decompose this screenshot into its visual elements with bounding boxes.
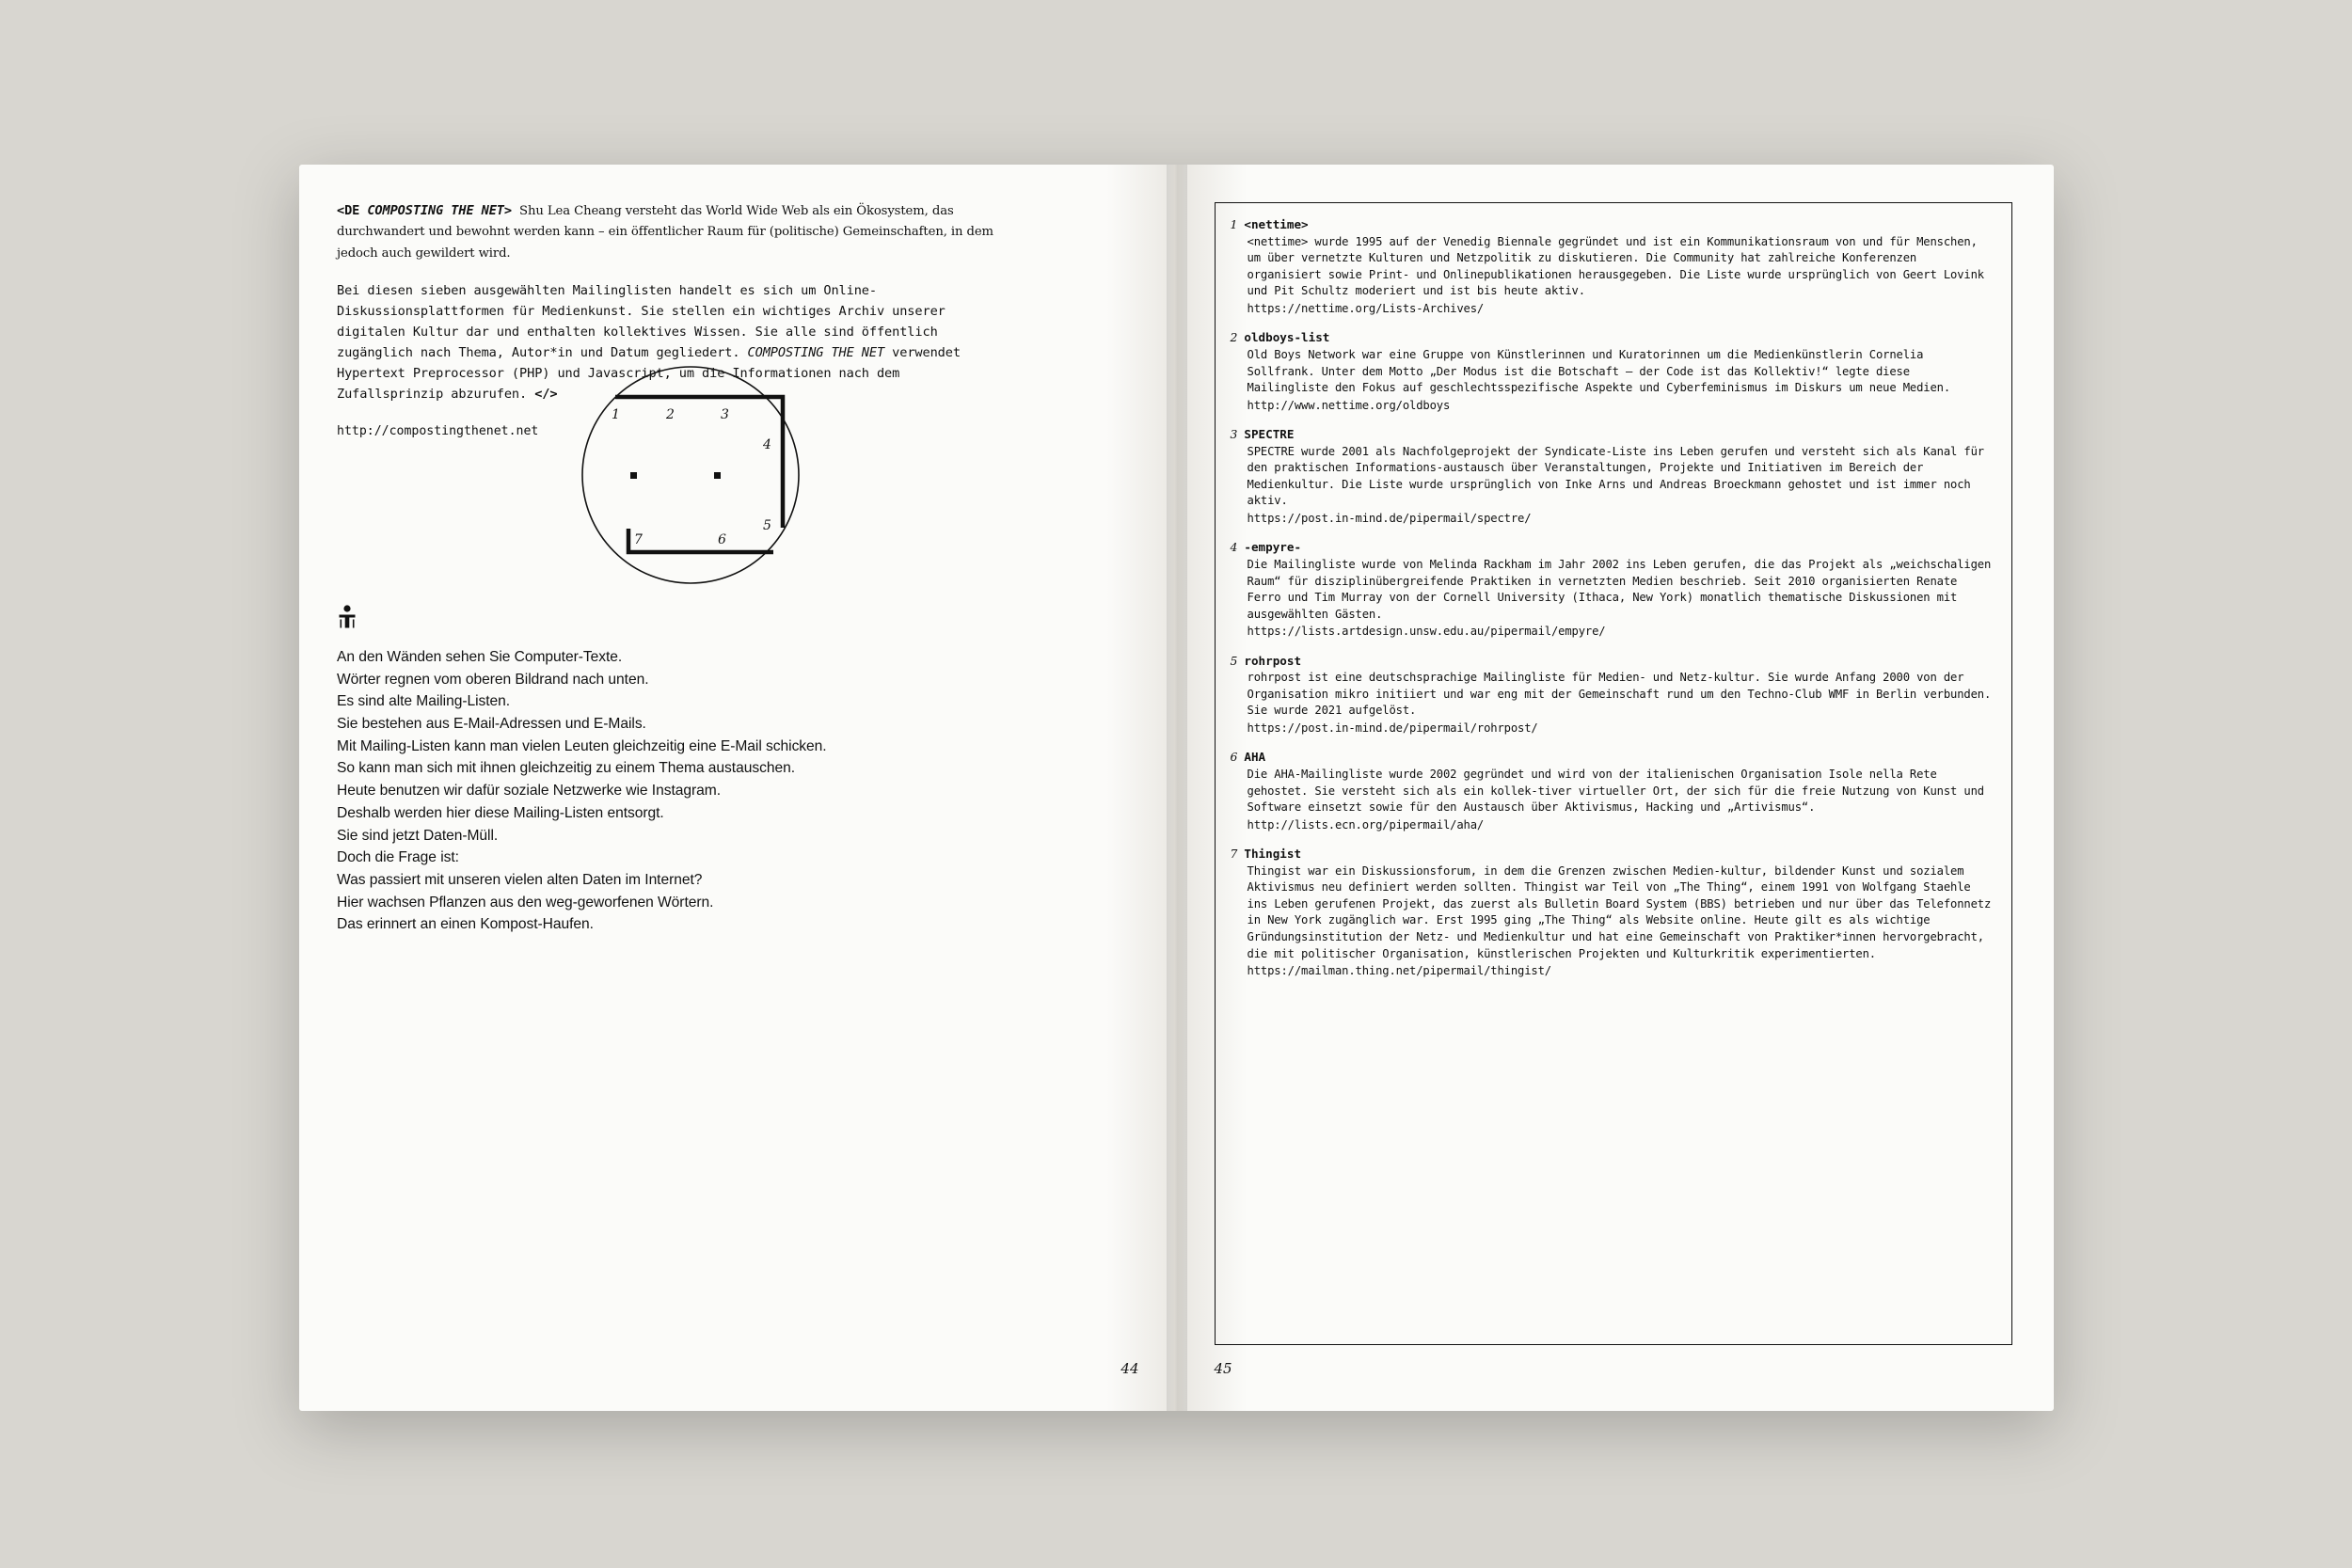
list-item [1231,846,1994,979]
left-page [299,165,1177,1411]
diagram-label-3: 3 [721,407,729,422]
diagram-label-7: 7 [634,532,643,547]
intro-paragraph-italic: COMPOSTING THE NET [747,345,885,361]
entry-url[interactable]: http://www.nettime.org/oldboys [1247,398,1451,412]
easy-language-icon [337,605,358,629]
entry-body: rohrpost ist eine deutschsprachige Mailingliste für Medien- und Netz-kultur. Sie wurde Anfang 2000 von der Organisation mikro initiiert und war eng mit der Gemeinschaft rund um den Techno-Club WMF in Berlin verbunden. Sie wurde 2021 aufgelöst. [1247,671,1992,718]
list-item [1231,539,1994,640]
entry-heading [1231,846,1994,863]
entry-name: SPECTRE [1244,427,1295,441]
diagram-dot-left [630,472,637,479]
entry-body: Die Mailingliste wurde von Melinda Rackham im Jahr 2002 ins Leben gerufen, die das Projekt als „weichschaligen Raum“ für disziplinübergreifende Praktiken in vernetzten Medien beschrieb. Seit 2010 organisierten Renate Ferro und Tim Murray von der Cornell University (Ithaca, New York) monatlich thematische Diskussionen mit ausgewählten Gästen. [1247,558,1992,621]
entry-name: rohrpost [1244,653,1302,668]
entry-url[interactable]: https://mailman.thing.net/pipermail/thingist/ [1247,964,1551,978]
right-page [1177,165,2055,1411]
page-number-left: 44 [1120,1360,1139,1377]
diagram-dot-right [714,472,721,479]
intro-lead [337,200,995,263]
entry-body: Thingist war ein Diskussionsforum, in dem die Grenzen zwischen Medien-kultur, bildender Kunst und sozialem Aktivismus neu definiert werden sollten. Thingist war Teil von „The Thing“, einem 1991 von Wolfgang Staehle ins Leben gerufenen Projekt, das zuerst als Bulletin Board System (BBS) betrieben und nur über das Telefonnetz in New York zugänglich war. Erst 1995 ging „The Thing“ als Website online. Heute gilt es als wichtige Gründungsinstitution der Netz- und Medienkultur und hat eine Gemeinschaft von Praktiker*innen hervorgebracht, die mit politischer Organisation, künstlerischen Projekten und Kulturkritik experimentierten. [1247,863,1992,960]
project-url[interactable]: http://compostingthenet.net [337,424,539,439]
easy-line-5: Mit Mailing-Listen kann man vielen Leuten gleichzeitig eine E-Mail schicken. [337,737,827,754]
list-item [1231,329,1994,414]
entry-heading [1231,329,1994,346]
entry-body: Die AHA-Mailingliste wurde 2002 gegründet und wird von der italienischen Organisation Isole nella Rete gehostet. Sie versteht sich als ein kollek-tiver virtueller Ort, der sich für die freie Nutzung von Kunst und Software einsetzt sowie für den Austausch über Aktivismus, Hacking und „Artivismus“. [1247,768,1984,815]
entry-number: 1 [1230,217,1238,231]
mailinglist-box [1215,202,2012,1345]
entry-name: AHA [1244,750,1266,765]
entry-number: 7 [1230,847,1238,861]
list-item [1231,426,1994,527]
entry-url[interactable]: https://nettime.org/Lists-Archives/ [1247,301,1485,315]
diagram-label-5: 5 [763,518,771,533]
easy-line-3: Es sind alte Mailing-Listen. [337,693,511,710]
easy-line-10: Doch die Frage ist: [337,849,459,866]
intro-paragraph-part1: Bei diesen sieben ausgewählten Mailinglisten handelt es sich um Online-Diskussionsplattformen für Medienkunst. Sie stellen ein wichtiges Archiv unserer digitalen Kultur dar und enthalten kollektives Wissen. Sie alle sind öffentlich zugänglich nach Thema, Autor*in und Datum gegliedert. [337,283,946,361]
list-item [1231,216,1994,317]
tag-open: <DE [337,203,368,218]
entry-number: 4 [1230,540,1238,555]
easy-line-7: Heute benutzen wir dafür soziale Netzwerke wie Instagram. [337,783,721,800]
entry-name: Thingist [1244,847,1302,861]
entry-body: Old Boys Network war eine Gruppe von Künstlerinnen und Kuratorinnen um die Medienkünstlerin Cornelia Sollfrank. Unter dem Motto „Der Modus ist die Botschaft – der Code ist das Kollektiv!“ legte diese Mailingliste den Fokus auf geschlechtsspezifische Aspekte und Cyberfeminismus im Diskurs um neue Medien. [1247,348,1950,395]
easy-line-8: Deshalb werden hier diese Mailing-Listen entsorgt. [337,804,664,821]
tag-close: > [503,203,512,218]
entry-heading [1231,539,1994,556]
entry-heading [1231,653,1994,670]
easy-line-6: So kann man sich mit ihnen gleichzeitig zu einem Thema austauschen. [337,760,795,777]
diagram-path-top [615,397,783,528]
easy-line-13: Das erinnert an einen Kompost-Haufen. [337,916,594,933]
entry-number: 5 [1230,653,1238,668]
intro-paragraph-part2: verwendet Hypertext Preprocessor (PHP) und Javascript, um die Informationen nach dem Zufallsprinzip abzurufen. [337,345,961,403]
entry-body: SPECTRE wurde 2001 als Nachfolgeprojekt der Syndicate-Liste ins Leben gerufen und versteht sich als Kanal für den praktischen Informations-austausch über Veranstaltungen, Projekte und Initiativen im Bereich der Medienkultur. Die Liste wurde ursprünglich von Inke Arns und Andreas Broeckmann gehostet und ist immer noch aktiv. [1247,444,1984,508]
diagram-label-6: 6 [718,532,726,547]
entry-number: 2 [1230,330,1238,345]
entry-url[interactable]: https://post.in-mind.de/pipermail/spectre/ [1247,511,1532,525]
entry-heading [1231,749,1994,766]
entry-heading [1231,216,1994,233]
easy-line-11: Was passiert mit unseren vielen alten Daten im Internet? [337,871,703,888]
diagram-svg [572,366,818,584]
list-item [1231,653,1994,737]
entry-url[interactable]: https://lists.artdesign.unsw.edu.au/pipermail/empyre/ [1247,625,1606,639]
circle-diagram [572,366,818,584]
entry-heading [1231,426,1994,443]
entry-name: -empyre- [1244,540,1302,555]
tag-title: COMPOSTING THE NET [367,203,504,218]
diagram-label-4: 4 [763,437,771,452]
entry-url[interactable]: http://lists.ecn.org/pipermail/aha/ [1247,817,1485,832]
entry-number: 3 [1230,427,1238,441]
entry-name: <nettime> [1244,217,1309,231]
list-item [1231,749,1994,833]
easy-line-9: Sie sind jetzt Daten-Müll. [337,827,499,844]
intro-paragraph-endtag: </> [534,387,558,403]
diagram-label-1: 1 [612,407,620,422]
page-number-right: 45 [1214,1360,1232,1377]
entry-number: 6 [1230,750,1238,765]
entry-url[interactable]: https://post.in-mind.de/pipermail/rohrpost/ [1247,721,1538,735]
easy-line-2: Wörter regnen vom oberen Bildrand nach unten. [337,671,649,688]
book-spread [299,165,2054,1411]
easy-line-12: Hier wachsen Pflanzen aus den weg-geworfenen Wörtern. [337,894,714,911]
easy-line-1: An den Wänden sehen Sie Computer-Texte. [337,649,623,665]
entry-name: oldboys-list [1244,330,1330,345]
easy-language-block [337,605,986,936]
diagram-path-bottom [628,529,773,552]
entry-body: <nettime> wurde 1995 auf der Venedig Biennale gegründet und ist ein Kommunikationsraum von und für Menschen, um über vernetzte Kulturen und Netzpolitik zu diskutieren. Die Community hat zahlreiche Konferenzen organisiert sowie Print- und Onlinepublikationen herausgegeben. Die Liste wurde ursprünglich von Geert Lovink und Pit Schultz moderiert und ist bis heute aktiv. [1247,234,1984,298]
diagram-label-2: 2 [666,407,675,422]
easy-line-4: Sie bestehen aus E-Mail-Adressen und E-Mails. [337,716,646,733]
intro-lead-text: Shu Lea Cheang versteht das World Wide Web als ein Ökosystem, das durchwandert und bewohnt werden kann – ein öffentlicher Raum für (politische) Gemeinschaften, in dem jedoch auch gewildert wird. [337,204,993,261]
